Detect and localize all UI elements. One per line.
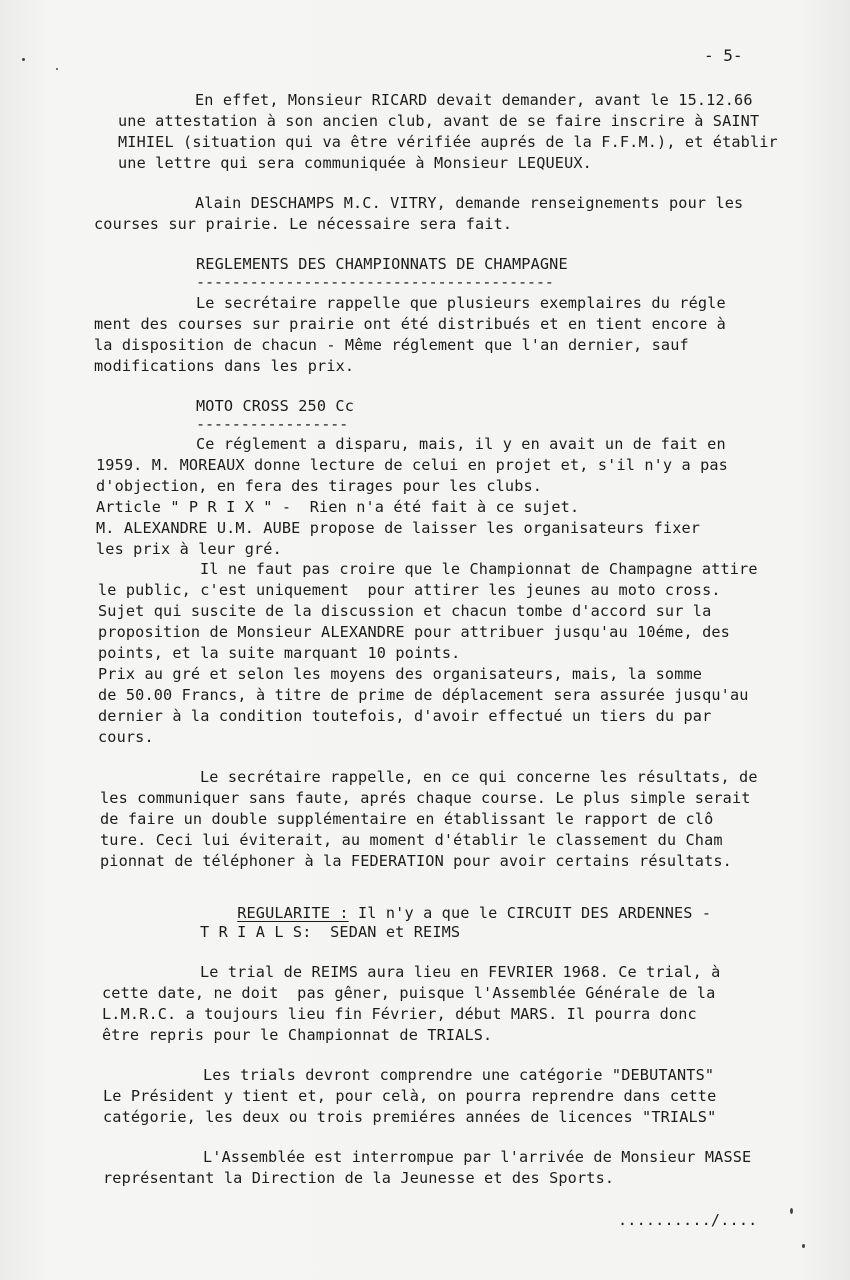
text-line: d'objection, en fera des tirages pour les clubs. bbox=[96, 477, 543, 495]
scan-speck bbox=[802, 1244, 805, 1248]
text-line: Ce réglement a disparu, mais, il y en avait un de fait en bbox=[196, 435, 726, 453]
text-line: cette date, ne doit pas gêner, puisque l'Assemblée Générale de la bbox=[102, 984, 716, 1002]
text-line: dernier à la condition toutefois, d'avoir effectué un tiers du par bbox=[98, 707, 712, 725]
text-line: Sujet qui suscite de la discussion et chacun tombe d'accord sur la bbox=[98, 602, 712, 620]
text-line: courses sur prairie. Le nécessaire sera fait. bbox=[94, 215, 513, 233]
section-heading: MOTO CROSS 250 Cc bbox=[196, 397, 354, 415]
text-line: Article " P R I X " - Rien n'a été fait à ce sujet. bbox=[96, 498, 580, 516]
text-line: ture. Ceci lui éviterait, au moment d'établir le classement du Cham bbox=[100, 831, 723, 849]
scan-speck bbox=[22, 58, 25, 61]
text-line: le public, c'est uniquement pour attirer les jeunes au moto cross. bbox=[98, 581, 721, 599]
scan-speck bbox=[56, 68, 58, 70]
text-line: catégorie, les deux ou trois premiéres années de licences "TRIALS" bbox=[103, 1108, 717, 1126]
text-line: Alain DESCHAMPS M.C. VITRY, demande renseignements pour les bbox=[195, 194, 744, 212]
section-heading: REGLEMENTS DES CHAMPIONNATS DE CHAMPAGNE bbox=[196, 255, 568, 273]
text-line: 1959. M. MOREAUX donne lecture de celui en projet et, s'il n'y a pas bbox=[96, 456, 728, 474]
text-line: la disposition de chacun - Même réglement que l'an dernier, sauf bbox=[94, 336, 689, 354]
text-line: L'Assemblée est interrompue par l'arrivée de Monsieur MASSE bbox=[203, 1148, 752, 1166]
text-line: cours. bbox=[98, 728, 154, 746]
text-line: modifications dans les prix. bbox=[94, 357, 355, 375]
text-line: de 50.00 Francs, à titre de prime de déplacement sera assurée jusqu'au bbox=[98, 686, 749, 704]
text-line: représentant la Direction de la Jeunesse et des Sports. bbox=[103, 1169, 615, 1187]
text-line: une attestation à son ancien club, avant de se faire inscrire à SAINT bbox=[118, 112, 760, 130]
page-number: - 5- bbox=[704, 46, 743, 65]
text-line: Le secrétaire rappelle, en ce qui concerne les résultats, de bbox=[200, 768, 758, 786]
text-line: points, et la suite marquant 10 points. bbox=[98, 644, 461, 662]
regularite-label: REGULARITE : bbox=[237, 904, 349, 922]
text-line: les prix à leur gré. bbox=[96, 540, 282, 558]
text-line: les communiquer sans faute, aprés chaque course. Le plus simple serait bbox=[100, 789, 751, 807]
continuation-mark: ........../.... bbox=[618, 1211, 758, 1229]
heading-underline: ---------------------------------------- bbox=[196, 273, 554, 291]
text-line: Le trial de REIMS aura lieu en FEVRIER 1968. Ce trial, à bbox=[200, 963, 721, 981]
text-line: de faire un double supplémentaire en établissant le rapport de clô bbox=[100, 810, 714, 828]
text-line: une lettre qui sera communiquée à Monsieur LEQUEUX. bbox=[118, 154, 592, 172]
heading-underline: ----------------- bbox=[196, 415, 349, 433]
scan-speck bbox=[790, 1208, 793, 1214]
section-heading: T R I A L S: SEDAN et REIMS bbox=[200, 923, 461, 941]
text-line: MIHIEL (situation qui va être vérifiée auprés de la F.F.M.), et établir bbox=[118, 133, 778, 151]
regularite-text: Il n'y a que le CIRCUIT DES ARDENNES - bbox=[348, 904, 712, 922]
text-line: proposition de Monsieur ALEXANDRE pour attribuer jusqu'au 10éme, des bbox=[98, 623, 730, 641]
text-line: être repris pour le Championnat de TRIALS. bbox=[102, 1026, 493, 1044]
text-line: L.M.R.C. a toujours lieu fin Février, début MARS. Il pourra donc bbox=[102, 1005, 697, 1023]
text-line: Le Président y tient et, pour celà, on pourra reprendre dans cette bbox=[103, 1087, 717, 1105]
text-line: En effet, Monsieur RICARD devait demander, avant le 15.12.66 bbox=[195, 91, 753, 109]
text-line: ment des courses sur prairie ont été distribués et en tient encore à bbox=[94, 315, 726, 333]
text-line: Les trials devront comprendre une catégorie "DEBUTANTS" bbox=[203, 1066, 715, 1084]
text-line: M. ALEXANDRE U.M. AUBE propose de laisser les organisateurs fixer bbox=[96, 519, 701, 537]
text-line: Le secrétaire rappelle que plusieurs exemplaires du régle bbox=[196, 294, 726, 312]
text-line: Prix au gré et selon les moyens des organisateurs, mais, la somme bbox=[98, 665, 703, 683]
text-line: Il ne faut pas croire que le Championnat de Champagne attire bbox=[200, 560, 758, 578]
text-line: pionnat de téléphoner à la FEDERATION pour avoir certains résultats. bbox=[100, 852, 732, 870]
